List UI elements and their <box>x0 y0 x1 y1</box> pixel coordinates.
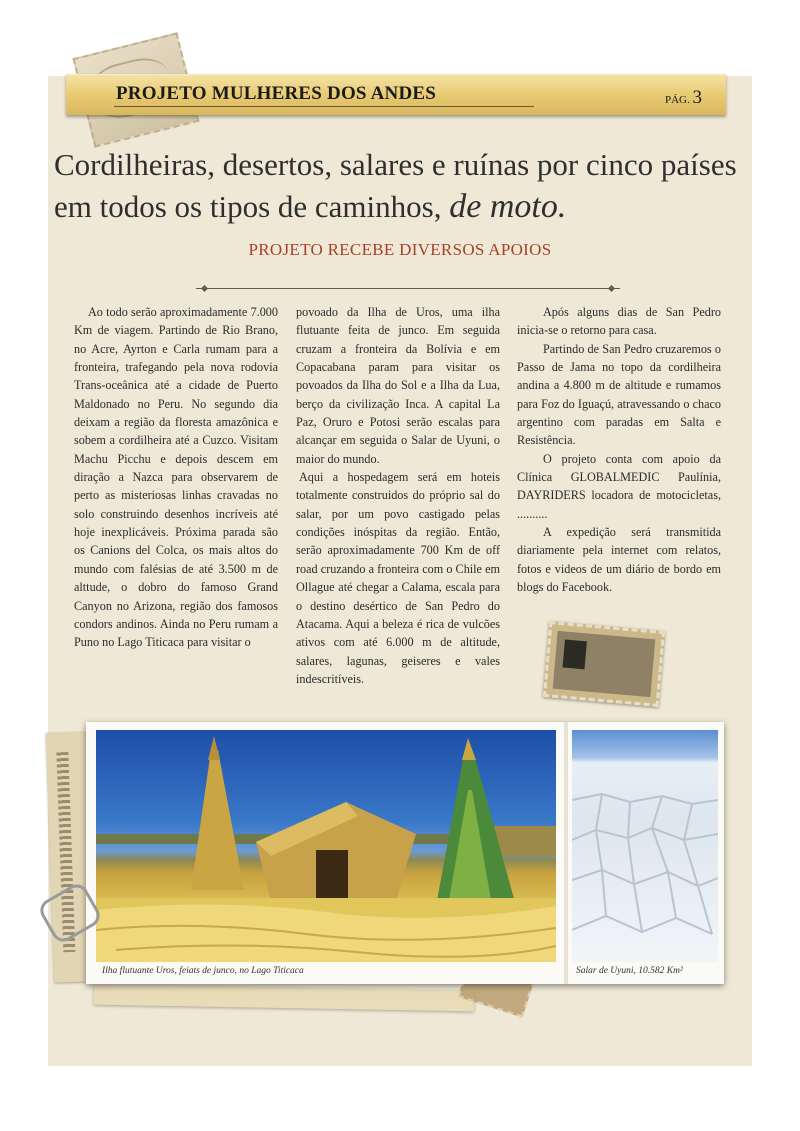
page-number: 3 <box>692 87 702 108</box>
paragraph: O projeto conta com apoio da Clínica GLOBALMEDIC Paulínia, DAYRIDERS locadora de motocicletas, .......... <box>517 451 721 521</box>
paragraph: Após alguns dias de San Pedro inicia-se o retorno para casa. <box>517 305 721 338</box>
paragraph: Partindo de San Pedro cruzaremos o Passo de Jama no topo da cordilheira andina a 4.800 m de altitude e rumamos para Foz do Iguaçú, atravessando o chaco argentino com paradas em Salta e Resistência. <box>517 341 721 448</box>
photo-salar-uyuni <box>572 730 718 962</box>
photo-divider <box>564 722 568 984</box>
page-label: PÁG. <box>664 94 690 106</box>
ornamental-divider <box>196 288 620 289</box>
article-column-1 <box>74 303 278 652</box>
photo-uros-island <box>96 730 556 962</box>
headline-emphasis: de moto. <box>449 188 567 225</box>
paragraph: Ao todo serão aproximadamente 7.000 Km de viagem. Partindo de Rio Brano, no Acre, Ayrton e Carla rumam para a fronteira, trafegando pela nova rodovia Trans-oceânica até a cidade de Puerto Maldonado no Peru. No segundo dia deixam a região da floresta amazônica e sobem a cordilheira até a Cuzco. Visitam Machu Picchu e depois descem em diração a Nazca para observarem de perto as misteriosas linhas cravadas no solo construindo desenhos incríveis até hoje inexplicáveis. Próxima parada são os Canions del Colca, os mais altos do mundo com falésias de até 3.500 m de alttude, o dobro do famoso Grand Canyon no Arizona, região dos famosos condors andinos. Ainda no Peru rumam a Puno no Lago Titicaca para visitar o <box>74 305 278 650</box>
headline-main: Cordilheiras, desertos, salares e ruínas por cinco países em todos os tipos de caminhos, <box>54 147 737 224</box>
paragraph: A expedição será transmitida diariamente pela internet com relatos, fotos e videos de um diário de bordo em blogs do Facebook. <box>517 525 721 595</box>
header-title: PROJETO MULHERES DOS ANDES <box>116 83 436 104</box>
photo-caption-uros: Ilha flutuante Uros, feiats de junco, no Lago Titicaca <box>102 966 304 976</box>
subheading: PROJETO RECEBE DIVERSOS APOIOS <box>248 240 552 259</box>
header-banner <box>66 74 726 115</box>
header-rule <box>114 106 534 107</box>
headline <box>54 144 754 228</box>
photo-caption-salar: Salar de Uyuni, 10.582 Km² <box>576 966 683 976</box>
page-indicator <box>665 87 702 109</box>
paragraph: povoado da Ilha de Uros, uma ilha flutuante feita de junco. Em seguida cruzam a fronteira da Bolívia e em Copacabana param para visitar os povoados da Ilha do Sol e a Ilha da Lua, berço da civilização Inca. A capital La Paz, Oruro e Potosi serão escalas para alcançar em seguida o Salar de Uyuni, o maior do mundo. <box>296 305 500 466</box>
article-column-3 <box>517 303 721 597</box>
paragraph: Aqui a hospedagem será em hoteis totalmente construidos do próprio sal do salar, por um povo castigado pelas condições inóspitas da região. Então, serão aproximadamente 700 Km de off road cruzando a fronteira com o Chile em Ollague até chegar a Calama, escala para o destino desértico de San Pedro do Atacama. Aqui a beleza é rica de vulcões ativos com até 6.000 m de altitude, salares, lagunas, geiseres e vales indescritíveis. <box>296 470 500 686</box>
photo-frame <box>86 722 724 984</box>
article-column-2 <box>296 303 500 688</box>
vintage-stamp-decoration <box>543 621 665 707</box>
